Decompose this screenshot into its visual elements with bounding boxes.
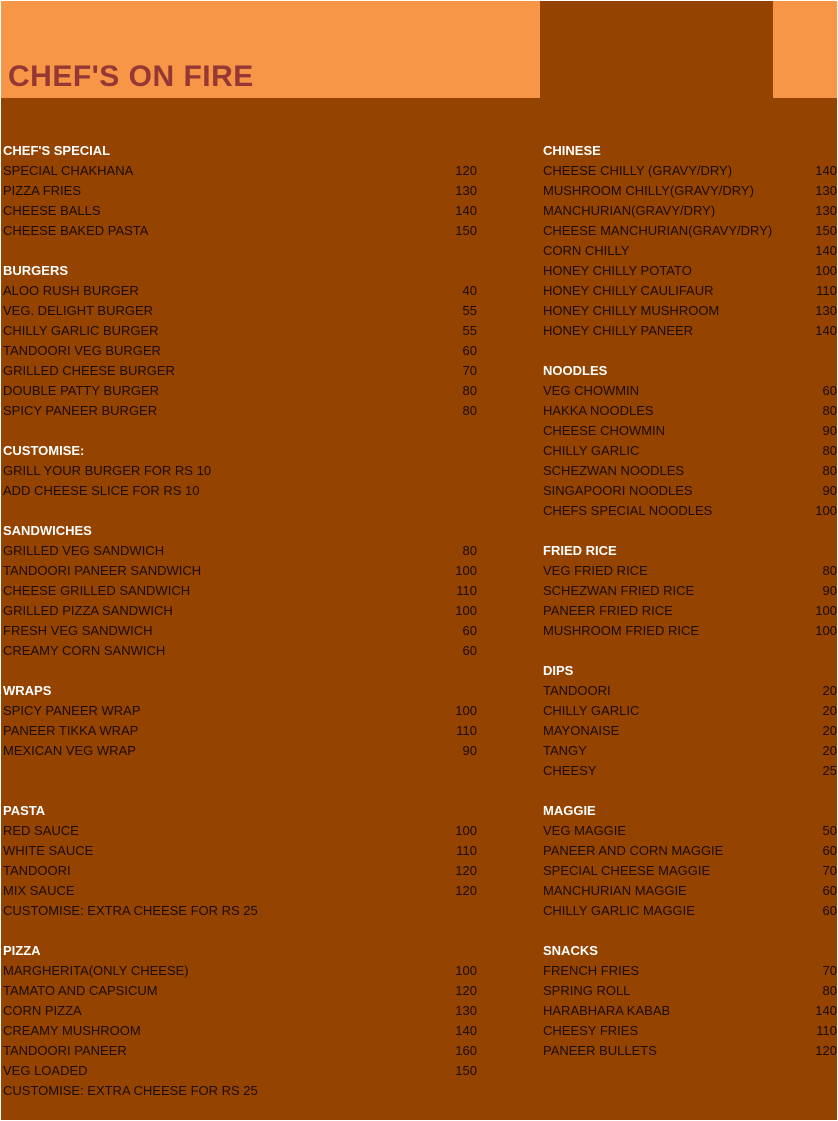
spacer-row xyxy=(543,921,837,941)
item-price: 110 xyxy=(816,1023,837,1038)
item-name: HAKKA NOODLES xyxy=(543,403,654,418)
menu-item xyxy=(543,581,837,601)
menu-item xyxy=(543,721,837,741)
item-name: CHILLY GARLIC xyxy=(543,703,640,718)
item-price: 80 xyxy=(822,443,837,458)
item-name: TANDOORI PANEER SANDWICH xyxy=(3,563,202,578)
item-price: 100 xyxy=(815,623,837,638)
item-name: CHEESE GRILLED SANDWICH xyxy=(3,583,191,598)
item-price: 100 xyxy=(455,823,477,838)
menu-item xyxy=(543,181,837,201)
item-name: SPRING ROLL xyxy=(543,983,631,998)
menu-title: CHEF'S ON FIRE xyxy=(8,60,254,93)
item-name: VEG LOADED xyxy=(3,1063,88,1078)
item-price: 140 xyxy=(815,163,837,178)
item-price: 120 xyxy=(815,1043,837,1058)
menu-item xyxy=(3,881,477,901)
menu-item xyxy=(3,401,477,421)
item-price: 55 xyxy=(462,323,477,338)
item-name: CHEESE BALLS xyxy=(3,203,101,218)
item-name: HONEY CHILLY MUSHROOM xyxy=(543,303,720,318)
menu-item xyxy=(543,221,837,241)
item-name: CHEFS SPECIAL NOODLES xyxy=(543,503,713,518)
item-price: 150 xyxy=(815,223,837,238)
item-name: SPICY PANEER WRAP xyxy=(3,703,141,718)
menu-item xyxy=(3,861,477,881)
item-name: GRILLED VEG SANDWICH xyxy=(3,543,165,558)
item-name: MUSHROOM CHILLY(GRAVY/DRY) xyxy=(543,183,754,198)
item-name: SCHEZWAN NOODLES xyxy=(543,463,685,478)
menu-item xyxy=(543,761,837,781)
item-price: 160 xyxy=(455,1043,477,1058)
item-price: 120 xyxy=(455,883,477,898)
item-name: CORN CHILLY xyxy=(543,243,630,258)
item-price: 60 xyxy=(822,843,837,858)
item-name: PANEER BULLETS xyxy=(543,1043,657,1058)
item-name: VEG MAGGIE xyxy=(543,823,627,838)
item-price: 150 xyxy=(455,223,477,238)
item-name: CHEESE CHILLY (GRAVY/DRY) xyxy=(543,163,733,178)
item-name: PANEER AND CORN MAGGIE xyxy=(543,843,724,858)
menu-item xyxy=(543,821,837,841)
item-price: 90 xyxy=(822,483,837,498)
menu-item xyxy=(543,201,837,221)
spacer-row xyxy=(543,521,837,541)
item-price: 140 xyxy=(815,1003,837,1018)
menu-item xyxy=(543,561,837,581)
menu-item xyxy=(3,341,477,361)
menu-item xyxy=(543,481,837,501)
menu-item xyxy=(543,461,837,481)
item-price: 140 xyxy=(455,1023,477,1038)
item-price: 100 xyxy=(455,963,477,978)
spacer-row xyxy=(543,641,837,661)
item-price: 20 xyxy=(822,743,837,758)
section-heading: CHINESE xyxy=(543,143,601,158)
item-name: ADD CHEESE SLICE FOR RS 10 xyxy=(3,483,200,498)
menu-item xyxy=(3,361,477,381)
menu-item xyxy=(3,461,477,481)
menu-item xyxy=(543,1021,837,1041)
item-price: 110 xyxy=(456,843,477,858)
item-name: CHEESE BAKED PASTA xyxy=(3,223,149,238)
item-name: CHEESE CHOWMIN xyxy=(543,423,666,438)
item-price: 60 xyxy=(462,643,477,658)
section-heading: WRAPS xyxy=(3,683,52,698)
item-name: CHEESY FRIES xyxy=(543,1023,639,1038)
item-name: SPECIAL CHAKHANA xyxy=(3,163,134,178)
menu-item xyxy=(543,301,837,321)
item-price: 100 xyxy=(815,263,837,278)
item-price: 80 xyxy=(822,463,837,478)
item-price: 130 xyxy=(815,203,837,218)
item-price: 130 xyxy=(815,183,837,198)
menu-item xyxy=(3,321,477,341)
menu-item xyxy=(3,621,477,641)
item-price: 120 xyxy=(455,163,477,178)
menu-item xyxy=(3,561,477,581)
menu-item xyxy=(543,701,837,721)
menu-item xyxy=(3,1081,477,1101)
menu-item xyxy=(543,401,837,421)
menu-item xyxy=(543,321,837,341)
menu-item xyxy=(3,741,477,761)
item-name: WHITE SAUCE xyxy=(3,843,94,858)
item-price: 25 xyxy=(822,763,837,778)
item-name: CUSTOMISE: EXTRA CHEESE FOR RS 25 xyxy=(3,1083,258,1098)
spacer-row xyxy=(543,341,837,361)
item-name: SINGAPOORI NOODLES xyxy=(543,483,693,498)
menu-item xyxy=(543,741,837,761)
menu-item xyxy=(3,841,477,861)
item-price: 60 xyxy=(822,383,837,398)
menu-item xyxy=(543,841,837,861)
item-price: 90 xyxy=(822,583,837,598)
item-name: PIZZA FRIES xyxy=(3,183,82,198)
item-name: MAYONAISE xyxy=(543,723,620,738)
item-name: SPECIAL CHEESE MAGGIE xyxy=(543,863,711,878)
spacer-row xyxy=(3,421,477,441)
item-name: VEG CHOWMIN xyxy=(543,383,640,398)
item-price: 130 xyxy=(815,303,837,318)
item-price: 100 xyxy=(455,563,477,578)
item-name: CUSTOMISE: EXTRA CHEESE FOR RS 25 xyxy=(3,903,258,918)
menu-item xyxy=(3,221,477,241)
menu-item xyxy=(3,701,477,721)
menu-item xyxy=(543,601,837,621)
item-price: 70 xyxy=(462,363,477,378)
spacer-row xyxy=(3,921,477,941)
item-name: MARGHERITA(ONLY CHEESE) xyxy=(3,963,189,978)
menu-item xyxy=(3,381,477,401)
section-heading: SANDWICHES xyxy=(3,523,92,538)
item-price: 90 xyxy=(462,743,477,758)
item-name: MUSHROOM FRIED RICE xyxy=(543,623,699,638)
menu-item xyxy=(3,301,477,321)
item-price: 100 xyxy=(455,703,477,718)
menu-item xyxy=(543,881,837,901)
item-name: CHEESE MANCHURIAN(GRAVY/DRY) xyxy=(543,223,773,238)
item-name: HONEY CHILLY POTATO xyxy=(543,263,692,278)
item-price: 110 xyxy=(456,583,477,598)
header-band-right xyxy=(773,1,837,98)
item-name: FRESH VEG SANDWICH xyxy=(3,623,153,638)
menu-item xyxy=(543,1001,837,1021)
item-price: 60 xyxy=(822,903,837,918)
spacer-row xyxy=(543,781,837,801)
spacer-row xyxy=(3,761,477,781)
item-price: 80 xyxy=(462,403,477,418)
item-name: TANDOORI xyxy=(3,863,71,878)
item-price: 40 xyxy=(462,283,477,298)
item-name: CREAMY CORN SANWICH xyxy=(3,643,166,658)
item-name: PANEER TIKKA WRAP xyxy=(3,723,139,738)
menu-item xyxy=(3,821,477,841)
item-price: 80 xyxy=(462,543,477,558)
item-price: 80 xyxy=(822,563,837,578)
item-name: TANDOORI VEG BURGER xyxy=(3,343,161,358)
menu-item xyxy=(543,261,837,281)
menu-item xyxy=(3,281,477,301)
menu-sheet xyxy=(1,1,837,1120)
item-price: 55 xyxy=(462,303,477,318)
spacer-row xyxy=(3,501,477,521)
item-price: 110 xyxy=(456,723,477,738)
item-price: 20 xyxy=(822,703,837,718)
item-name: GRILLED CHEESE BURGER xyxy=(3,363,175,378)
menu-item xyxy=(543,1041,837,1061)
menu-item xyxy=(543,961,837,981)
menu-item xyxy=(3,541,477,561)
menu-item xyxy=(3,1021,477,1041)
item-name: MANCHURIAN MAGGIE xyxy=(543,883,687,898)
menu-item xyxy=(3,601,477,621)
item-name: GRILLED PIZZA SANDWICH xyxy=(3,603,173,618)
menu-item xyxy=(543,901,837,921)
item-price: 140 xyxy=(455,203,477,218)
item-price: 60 xyxy=(462,623,477,638)
item-name: RED SAUCE xyxy=(3,823,79,838)
menu-item xyxy=(543,281,837,301)
section-heading: BURGERS xyxy=(3,263,69,278)
item-price: 20 xyxy=(822,723,837,738)
menu-item xyxy=(543,381,837,401)
menu-item xyxy=(3,641,477,661)
item-name: FRENCH FRIES xyxy=(543,963,640,978)
item-name: CREAMY MUSHROOM xyxy=(3,1023,141,1038)
menu-column-left xyxy=(3,141,477,1101)
menu-item xyxy=(543,501,837,521)
menu-item xyxy=(3,161,477,181)
section-heading: FRIED RICE xyxy=(543,543,617,558)
item-price: 120 xyxy=(455,983,477,998)
item-name: CHILLY GARLIC BURGER xyxy=(3,323,159,338)
menu-item xyxy=(543,441,837,461)
item-price: 60 xyxy=(462,343,477,358)
menu-item xyxy=(3,481,477,501)
menu-item xyxy=(3,181,477,201)
item-price: 90 xyxy=(822,423,837,438)
item-price: 80 xyxy=(822,983,837,998)
menu-item xyxy=(543,681,837,701)
item-price: 140 xyxy=(815,323,837,338)
item-name: TANDOORI xyxy=(543,683,611,698)
item-name: CHILLY GARLIC xyxy=(543,443,640,458)
item-price: 130 xyxy=(455,1003,477,1018)
spacer-row xyxy=(3,781,477,801)
item-name: TAMATO AND CAPSICUM xyxy=(3,983,158,998)
item-price: 100 xyxy=(815,603,837,618)
spacer-row xyxy=(3,661,477,681)
item-name: CHILLY GARLIC MAGGIE xyxy=(543,903,695,918)
item-name: VEG FRIED RICE xyxy=(543,563,648,578)
menu-item xyxy=(3,961,477,981)
menu-item xyxy=(3,901,477,921)
item-name: ALOO RUSH BURGER xyxy=(3,283,139,298)
item-name: HONEY CHILLY CAULIFAUR xyxy=(543,283,714,298)
item-price: 60 xyxy=(822,883,837,898)
menu-item xyxy=(3,721,477,741)
item-name: GRILL YOUR BURGER FOR RS 10 xyxy=(3,463,212,478)
menu-item xyxy=(3,201,477,221)
item-price: 110 xyxy=(816,283,837,298)
section-heading: DIPS xyxy=(543,663,574,678)
item-name: PANEER FRIED RICE xyxy=(543,603,673,618)
menu-item xyxy=(3,1061,477,1081)
item-price: 140 xyxy=(815,243,837,258)
spacer-row xyxy=(3,241,477,261)
menu-item xyxy=(543,621,837,641)
section-heading: CUSTOMISE: xyxy=(3,443,85,458)
item-price: 20 xyxy=(822,683,837,698)
item-name: DOUBLE PATTY BURGER xyxy=(3,383,160,398)
item-name: MANCHURIAN(GRAVY/DRY) xyxy=(543,203,716,218)
item-price: 100 xyxy=(455,603,477,618)
item-price: 120 xyxy=(455,863,477,878)
section-heading: NOODLES xyxy=(543,363,608,378)
item-name: MIX SAUCE xyxy=(3,883,75,898)
menu-column-right xyxy=(543,141,837,1061)
section-heading: MAGGIE xyxy=(543,803,596,818)
item-price: 100 xyxy=(815,503,837,518)
item-name: SPICY PANEER BURGER xyxy=(3,403,158,418)
item-price: 50 xyxy=(822,823,837,838)
item-price: 70 xyxy=(822,863,837,878)
menu-item xyxy=(3,581,477,601)
item-price: 80 xyxy=(822,403,837,418)
item-name: HONEY CHILLY PANEER xyxy=(543,323,694,338)
menu-item xyxy=(543,861,837,881)
item-name: HARABHARA KABAB xyxy=(543,1003,671,1018)
section-heading: SNACKS xyxy=(543,943,598,958)
item-name: TANGY xyxy=(543,743,587,758)
item-price: 70 xyxy=(822,963,837,978)
item-price: 80 xyxy=(462,383,477,398)
item-price: 150 xyxy=(455,1063,477,1078)
menu-item xyxy=(543,161,837,181)
menu-item xyxy=(543,981,837,1001)
item-name: MEXICAN VEG WRAP xyxy=(3,743,136,758)
menu-item xyxy=(543,241,837,261)
item-price: 130 xyxy=(455,183,477,198)
item-name: SCHEZWAN FRIED RICE xyxy=(543,583,695,598)
item-name: VEG. DELIGHT BURGER xyxy=(3,303,154,318)
item-name: TANDOORI PANEER xyxy=(3,1043,127,1058)
section-heading: CHEF'S SPECIAL xyxy=(3,143,111,158)
menu-item xyxy=(543,421,837,441)
menu-item xyxy=(3,981,477,1001)
section-heading: PIZZA xyxy=(3,943,41,958)
menu-item xyxy=(3,1001,477,1021)
item-name: CORN PIZZA xyxy=(3,1003,82,1018)
menu-item xyxy=(3,1041,477,1061)
section-heading: PASTA xyxy=(3,803,46,818)
item-name: CHEESY xyxy=(543,763,597,778)
